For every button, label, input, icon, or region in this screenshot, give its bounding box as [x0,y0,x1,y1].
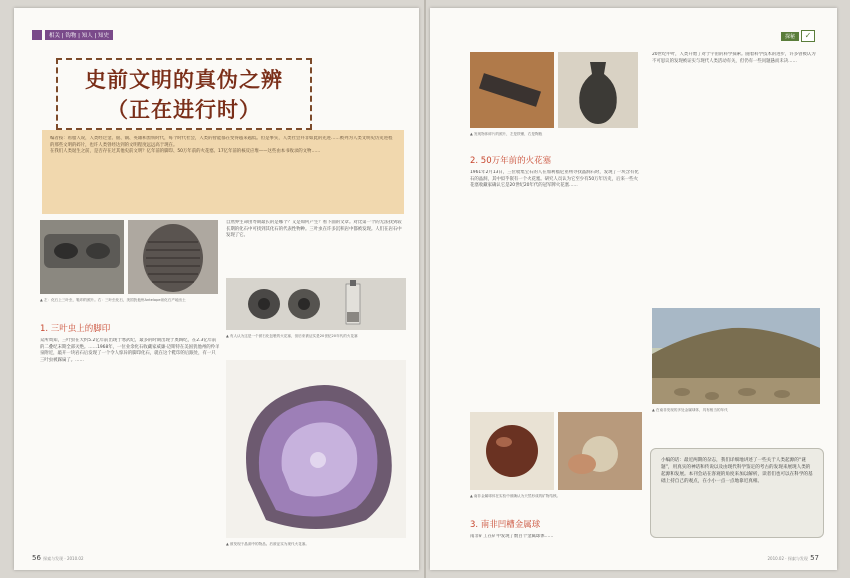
trilobite-fossil-image [40,220,218,294]
section1-heading: 1. 三叶虫上的脚印 [40,324,111,334]
checkmark-icon: ✓ [801,30,815,42]
amethyst-geode-image [226,360,406,538]
title-box [56,58,312,130]
trilobite-caption: ▲ 左：化石上三叶虫、鞋印的照片。右：三叶虫化石，美国犹他州Antelope泉化石产地出土 [40,298,186,302]
geode-caption: ▲ 被发现于晶洞中的物品。后被证实为现代火花塞。 [226,542,309,546]
page-title-line1: 史前文明的真伪之辨 [85,67,283,92]
spark-plug-caption: ▲ 有人认为这是一个被石化包裹的火花塞，但后来被证实是20世纪20年代的火花塞 [226,334,358,338]
coastline-caption: ▲ 在南非发现的多处金属球体，具有相当的年代 [652,408,728,412]
header-label: 探秘 [781,32,799,41]
page-gutter [424,0,426,578]
artifacts-caption: ▲ 发现物体碎片的照片，左是铁锤，右是陶瓶 [470,132,543,136]
page-number: 57 [810,554,819,562]
header-square-icon [32,30,42,40]
left-page [14,8,419,570]
editor-note-box [650,448,824,538]
spheres-caption: ▲ 南非金属球体在实验中被确认为天然形成的矿物结核。 [470,494,561,498]
coastline-image [652,308,820,404]
intro-box [42,130,404,214]
left-header [32,30,113,40]
left-page-number [32,554,84,562]
page-number: 56 [32,554,41,562]
artifacts-image [470,52,638,128]
section1-text: 众所周知，三叶虫在大约5.2亿年前出现于寒武纪，最多的时期出现于奥陶纪，在2.3亿年前的二叠纪末期全部灭绝。……1968年，一位业余化石收藏家威廉·迈斯特在美国犹他州的羚羊泉附近，敲开一块岩石后发现了一个令人惊异的脚印化石，就在这个鞋印的后跟处，有一只三叶虫被踩扁了。…… [40,338,220,363]
intro-text: 编者按：希腊人说，人类经过金、银、铜、英雄和黑铁时代，每个时代社会，人类的智能都在变得越来越低。但是事实，人类社会并非如此的先进……被列为人类文明史历史进程的那些文明的碎片，也许人类曾经达到的文明程度远远高于现在。 在我们人类诞生之前，是否存在过其他史前文明？亿年前的脚印、50万年前的火花塞、17亿年前的核反应堆——这些由本书收录的文物…… [50,136,393,155]
page-sub: 探索与发现 · 2010.02 [43,556,84,561]
right-column-text: 20世纪中叶，人类开始了对于宇宙的科学探索。随着科学技术的进步，许多曾被认为不可思议的发现被证实与现代人类活动有关，但仍有一些问题悬而未决…… [652,52,816,64]
page-sub: 2010.02 · 探索与发现 [767,556,808,561]
right-header [781,30,815,42]
right-column-top-text: 自然界生命由寿期最长的是哪个？又是如何产生？看下面的文章。对比第一个的无法找到较长期的化石中可找到其化石的代表性物种。三叶虫在许多沉积岩中都被发现。人们在岩石中发现了它。 [226,220,402,239]
section2-heading: 2. 50万年前的火花塞 [470,156,552,166]
section3-text: 南非矿工在矿中发现了数百个金属球体…… [470,534,554,539]
header-label: 相关 | 钩物 | 知人 | 知史 [45,30,113,40]
right-page [430,8,837,570]
spark-plug-image [226,278,406,330]
section2-text: 1961年2月13日，三位收集宝石的人在加利福尼亚州寻找晶洞石时，发现了一块含有化石的晶洞，其中似乎嵌有一个火花塞。研究人员认为它至少有50万年历史，后来一些火花塞收藏家确认它是20世纪20年代的冠军牌火花塞…… [470,170,639,189]
section3-heading: 3. 南非凹槽金属球 [470,520,541,530]
right-page-number [767,554,819,562]
page-title-line2: （正在进行时） [107,97,261,122]
metal-spheres-image [470,412,642,490]
editor-note-text: 小编的话：最近两期的杂志，我们详细地讲述了一些关于人类起源的“谜题”，用真实的神话和传说以及由现代科学鉴定的考古的发现来展现人类的起源和发展。本刊会站在客观的角度来加以解析，读者们也可以在科学的基础上持自己的观点，在小小一点一点地靠近真相。 [661,458,813,484]
